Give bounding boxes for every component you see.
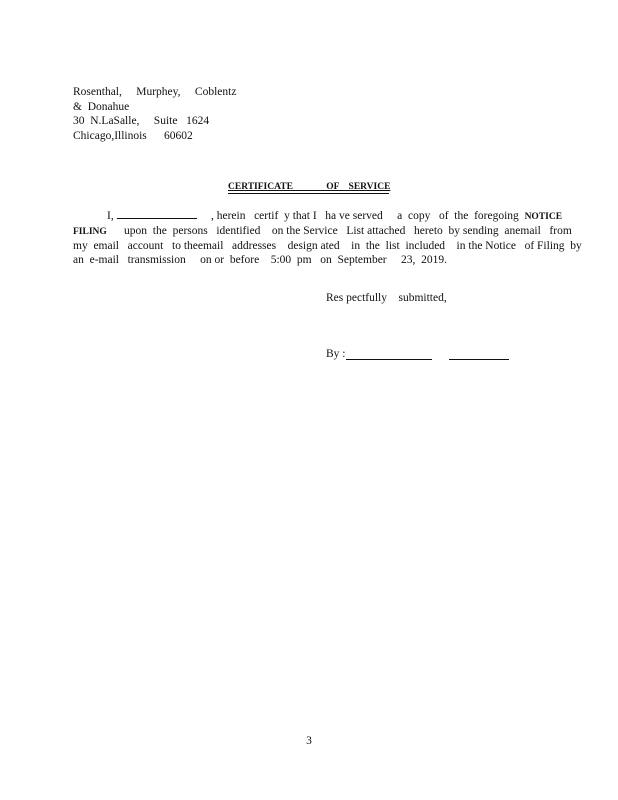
body-line-2-text: upon the persons identified on the Service List attached hereto by sending anemail from [106, 225, 572, 237]
signature-line [346, 359, 432, 360]
address-line-firm: Rosenthal, Murphey, Coblentz [73, 86, 237, 98]
address-block [73, 85, 236, 143]
body-line-1-text: , herein certif y that I ha ve served a copy of the foregoing [196, 210, 525, 222]
notice-label: NOTICE [524, 212, 563, 222]
address-line-city: Chicago,Illinois 60602 [73, 129, 193, 142]
closing-text: Res pectfully submitted, [326, 292, 447, 304]
address-line-firm-cont: & Donahue [73, 100, 130, 113]
body-i: I, [107, 210, 114, 222]
by-label: By : [326, 348, 346, 360]
body-line-2 [73, 224, 572, 239]
name-blank [117, 208, 197, 219]
signature-line-2 [449, 359, 509, 360]
body-line-4: an e-mail transmission on or before 5:00 pm on September 23, 2019. [73, 254, 448, 266]
filing-label: FILING [73, 227, 107, 237]
body-line-1 [73, 208, 563, 224]
body-line-3: my email account to theemail addresses design ated in the list included in the Notice of Filing by [73, 240, 582, 252]
certificate-title: CERTIFICATE OF SERVICE [228, 182, 391, 192]
page-number: 3 [306, 735, 312, 747]
address-line-street: 30 N.LaSalle, Suite 1624 [73, 115, 210, 127]
certificate-body [73, 208, 582, 267]
